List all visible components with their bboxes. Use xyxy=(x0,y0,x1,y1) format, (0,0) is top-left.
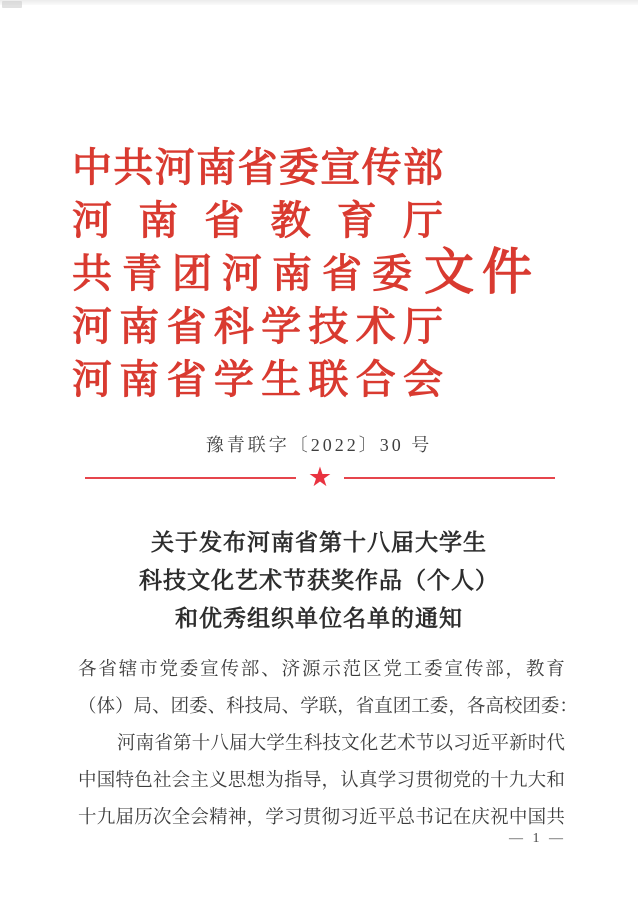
star-icon: ★ xyxy=(307,462,333,493)
org-line-science-tech-dept xyxy=(72,300,443,353)
scan-edge-artifact xyxy=(0,0,638,5)
document-type-label: 文件 xyxy=(424,244,540,300)
org-line-label: 河 南 省 学 生 联 合 会 xyxy=(72,357,443,402)
org-line-label: 河 南 省 科 学 技 术 厅 xyxy=(72,304,443,349)
org-line-propaganda-dept xyxy=(72,141,443,194)
notice-title-line-1: 关于发布河南省第十八届大学生 xyxy=(151,530,487,555)
body-line-recipients-2: （ 体 ） 局 、 团 委 、 科 技 局 、 学 联 ， 省 直 团 工 委 ， 各 高 校 团 委 ： xyxy=(78,696,578,717)
body-line-paragraph-3: 十 九 届 历 次 全 会 精 神 ， 学 习 贯 彻 习 近 平 总 书 记 在 庆 祝 中 国 共 xyxy=(78,807,565,828)
document-reference-number: 豫青联字〔2022〕30 号 xyxy=(205,435,433,455)
org-line-label: 河 南 省 教 育 厅 xyxy=(72,198,443,243)
red-letterhead xyxy=(72,141,540,406)
star-divider xyxy=(85,462,555,493)
page-number: — 1 — xyxy=(509,831,566,846)
org-line-communist-youth-league xyxy=(72,244,540,300)
org-line-label: 中 共 河 南 省 委 宣 传 部 xyxy=(72,145,443,190)
notice-body xyxy=(78,649,578,834)
org-line-student-federation xyxy=(72,353,443,406)
divider-line-right xyxy=(344,477,555,479)
scan-speck-artifact xyxy=(2,1,22,8)
org-line-label: 共 青 团 河 南 省 委 xyxy=(72,251,412,296)
notice-title-line-3: 和优秀组织单位名单的通知 xyxy=(175,606,463,631)
body-line-recipients-1: 各 省 辖 市 党 委 宣 传 部 、 济 源 示 范 区 党 工 委 宣 传 部 ， 教 育 xyxy=(78,659,565,680)
org-line-education-dept xyxy=(72,194,443,247)
notice-title-line-2: 科技文化艺术节获奖作品（个人） xyxy=(139,568,499,593)
body-line-paragraph-2: 中 国 特 色 社 会 主 义 思 想 为 指 导 ， 认 真 学 习 贯 彻 党 的 十 九 大 和 xyxy=(78,770,565,791)
notice-title xyxy=(0,524,638,638)
divider-line-left xyxy=(85,477,296,479)
body-line-paragraph-1: 河 南 省 第 十 八 届 大 学 生 科 技 文 化 艺 术 节 以 习 近 平 新 时 代 xyxy=(117,733,565,754)
